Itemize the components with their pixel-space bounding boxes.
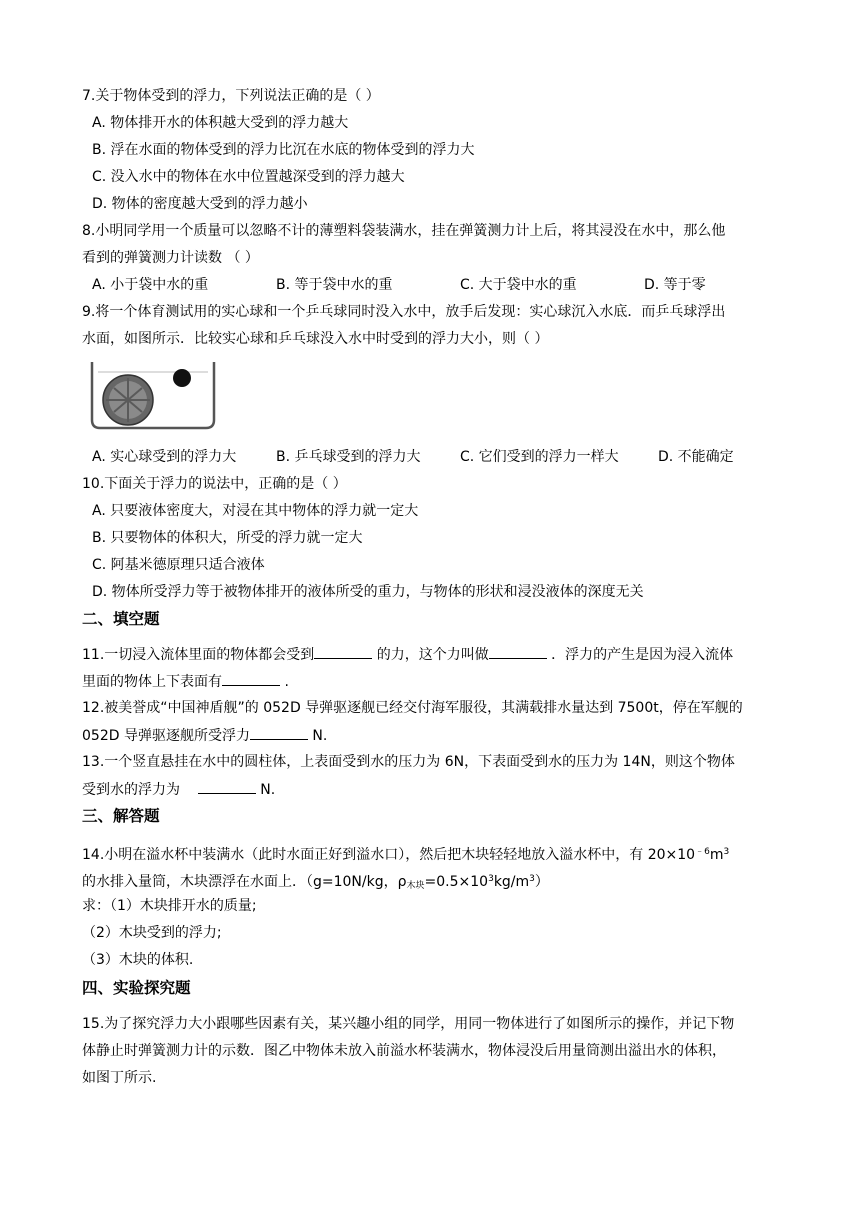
q13-line1: 13.一个竖直悬挂在水中的圆柱体，上表面受到水的压力为 6N，下表面受到水的压力为 14N，则这个物体 — [82, 754, 735, 770]
q13-text-a: 受到水的浮力为 — [82, 782, 198, 798]
q10-option-d: D. 物体所受浮力等于被物体排开的液体所受的重力，与物体的形状和浸没液体的深度无关 — [92, 584, 644, 600]
q12-text-b: N. — [307, 728, 328, 744]
q14-ask-1: 求：（1）木块排开水的质量; — [82, 898, 257, 914]
section-heading-fill-in: 二、填空题 — [82, 610, 160, 628]
balls-in-water-figure — [88, 358, 218, 430]
q13-line2 — [82, 779, 275, 800]
section-heading-experiment: 四、实验探究题 — [82, 979, 191, 997]
q14-given-b: =0.5×10 — [424, 874, 489, 890]
q11-text-d: 里面的物体上下表面有 — [82, 674, 222, 690]
q14-unit: m — [709, 847, 724, 863]
q9-stem-line1: 9.将一个体育测试用的实心球和一个乒乓球同时没入水中，放手后发现：实心球沉入水底．而乒乓球浮出 — [82, 304, 726, 320]
q14-given-a: 的水排入量筒，木块漂浮在水面上．（g=10N/kg，ρ — [82, 874, 407, 890]
q10-option-a: A. 只要液体密度大，对浸在其中物体的浮力就一定大 — [92, 503, 419, 519]
q12-text-a: 052D 导弹驱逐舰所受浮力 — [82, 728, 250, 744]
q11-text-c: ．浮力的产生是因为浸入流体 — [546, 647, 734, 663]
q9-options — [92, 447, 792, 467]
q14-text-a: 14.小明在溢水杯中装满水（此时水面正好到溢水口），然后把木块轻轻地放入溢水杯中，有 20×10 — [82, 847, 696, 863]
q12-line1: 12.被美誉成“中国神盾舰”的 052D 导弹驱逐舰已经交付海军服役，其满载排水量达到 7500t，停在军舰的 — [82, 700, 743, 716]
q15-line1: 15.为了探究浮力大小跟哪些因素有关，某兴趣小组的同学，用同一物体进行了如图所示的操作，并记下物 — [82, 1016, 735, 1032]
q8-option-d: D. 等于零 — [644, 277, 706, 293]
q9-option-d: D. 不能确定 — [658, 449, 734, 465]
q14-ask-2: （2）木块受到的浮力; — [82, 925, 222, 941]
q9-stem-line2: 水面，如图所示．比较实心球和乒乓球没入水中时受到的浮力大小，则（ ） — [82, 331, 549, 347]
q11-text-b: 的力，这个力叫做 — [372, 647, 489, 663]
q11-text-a: 11.一切浸入流体里面的物体都会受到 — [82, 647, 315, 663]
q15-line2: 体静止时弹簧测力计的示数．图乙中物体未放入前溢水杯装满水，物体浸没后用量筒测出溢出水的体积， — [82, 1043, 726, 1059]
q7-option-b: B. 浮在水面的物体受到的浮力比沉在水底的物体受到的浮力大 — [92, 142, 475, 158]
q9-option-c: C. 它们受到的浮力一样大 — [460, 449, 619, 465]
q10-stem: 10.下面关于浮力的说法中，正确的是（ ） — [82, 476, 347, 492]
answer-blank — [314, 644, 372, 659]
q11-line1 — [82, 644, 733, 665]
q9-option-b: B. 乒乓球受到的浮力大 — [276, 449, 421, 465]
q14-exponent: ﹣6 — [695, 847, 710, 857]
q12-line2 — [82, 725, 327, 746]
q8-option-b: B. 等于袋中水的重 — [276, 277, 393, 293]
q14-given-close: ） — [534, 874, 549, 890]
section-heading-answer: 三、解答题 — [82, 807, 160, 825]
q7-option-d: D. 物体的密度越大受到的浮力越小 — [92, 196, 308, 212]
q14-subscript: 木块 — [406, 881, 425, 891]
answer-blank — [198, 779, 256, 794]
q10-option-b: B. 只要物体的体积大，所受的浮力就一定大 — [92, 530, 363, 546]
q8-option-c: C. 大于袋中水的重 — [460, 277, 577, 293]
q15-line3: 如图丁所示. — [82, 1070, 157, 1086]
q14-given-exponent: 3 — [488, 874, 494, 884]
ping-pong-ball-icon — [173, 369, 191, 387]
q8-stem-line2: 看到的弹簧测力计读数 （ ） — [82, 250, 259, 266]
answer-blank — [250, 725, 308, 740]
q7-stem: 7.关于物体受到的浮力，下列说法正确的是（ ） — [82, 88, 380, 104]
q14-unit-exponent: 3 — [723, 847, 730, 857]
q10-option-c: C. 阿基米德原理只适合液体 — [92, 557, 265, 573]
answer-blank — [222, 671, 280, 686]
q9-option-a: A. 实心球受到的浮力大 — [92, 449, 237, 465]
q11-line2 — [82, 671, 289, 692]
q8-option-a: A. 小于袋中水的重 — [92, 277, 209, 293]
q14-given-unit: kg/m — [493, 874, 530, 890]
q13-text-b: N. — [255, 782, 276, 798]
answer-blank — [489, 644, 547, 659]
q8-stem-line1: 8.小明同学用一个质量可以忽略不计的薄塑料袋装满水，挂在弹簧测力计上后，将其浸没在水中，那么他 — [82, 223, 726, 239]
q8-options — [92, 275, 792, 295]
q14-given-unit-exponent: 3 — [529, 874, 535, 884]
q11-text-e: . — [280, 674, 289, 690]
q7-option-a: A. 物体排开水的体积越大受到的浮力越大 — [92, 115, 349, 131]
q14-ask-3: （3）木块的体积. — [82, 952, 194, 968]
q14-line1 — [82, 842, 729, 865]
q14-line2 — [82, 869, 549, 896]
q7-option-c: C. 没入水中的物体在水中位置越深受到的浮力越大 — [92, 169, 405, 185]
